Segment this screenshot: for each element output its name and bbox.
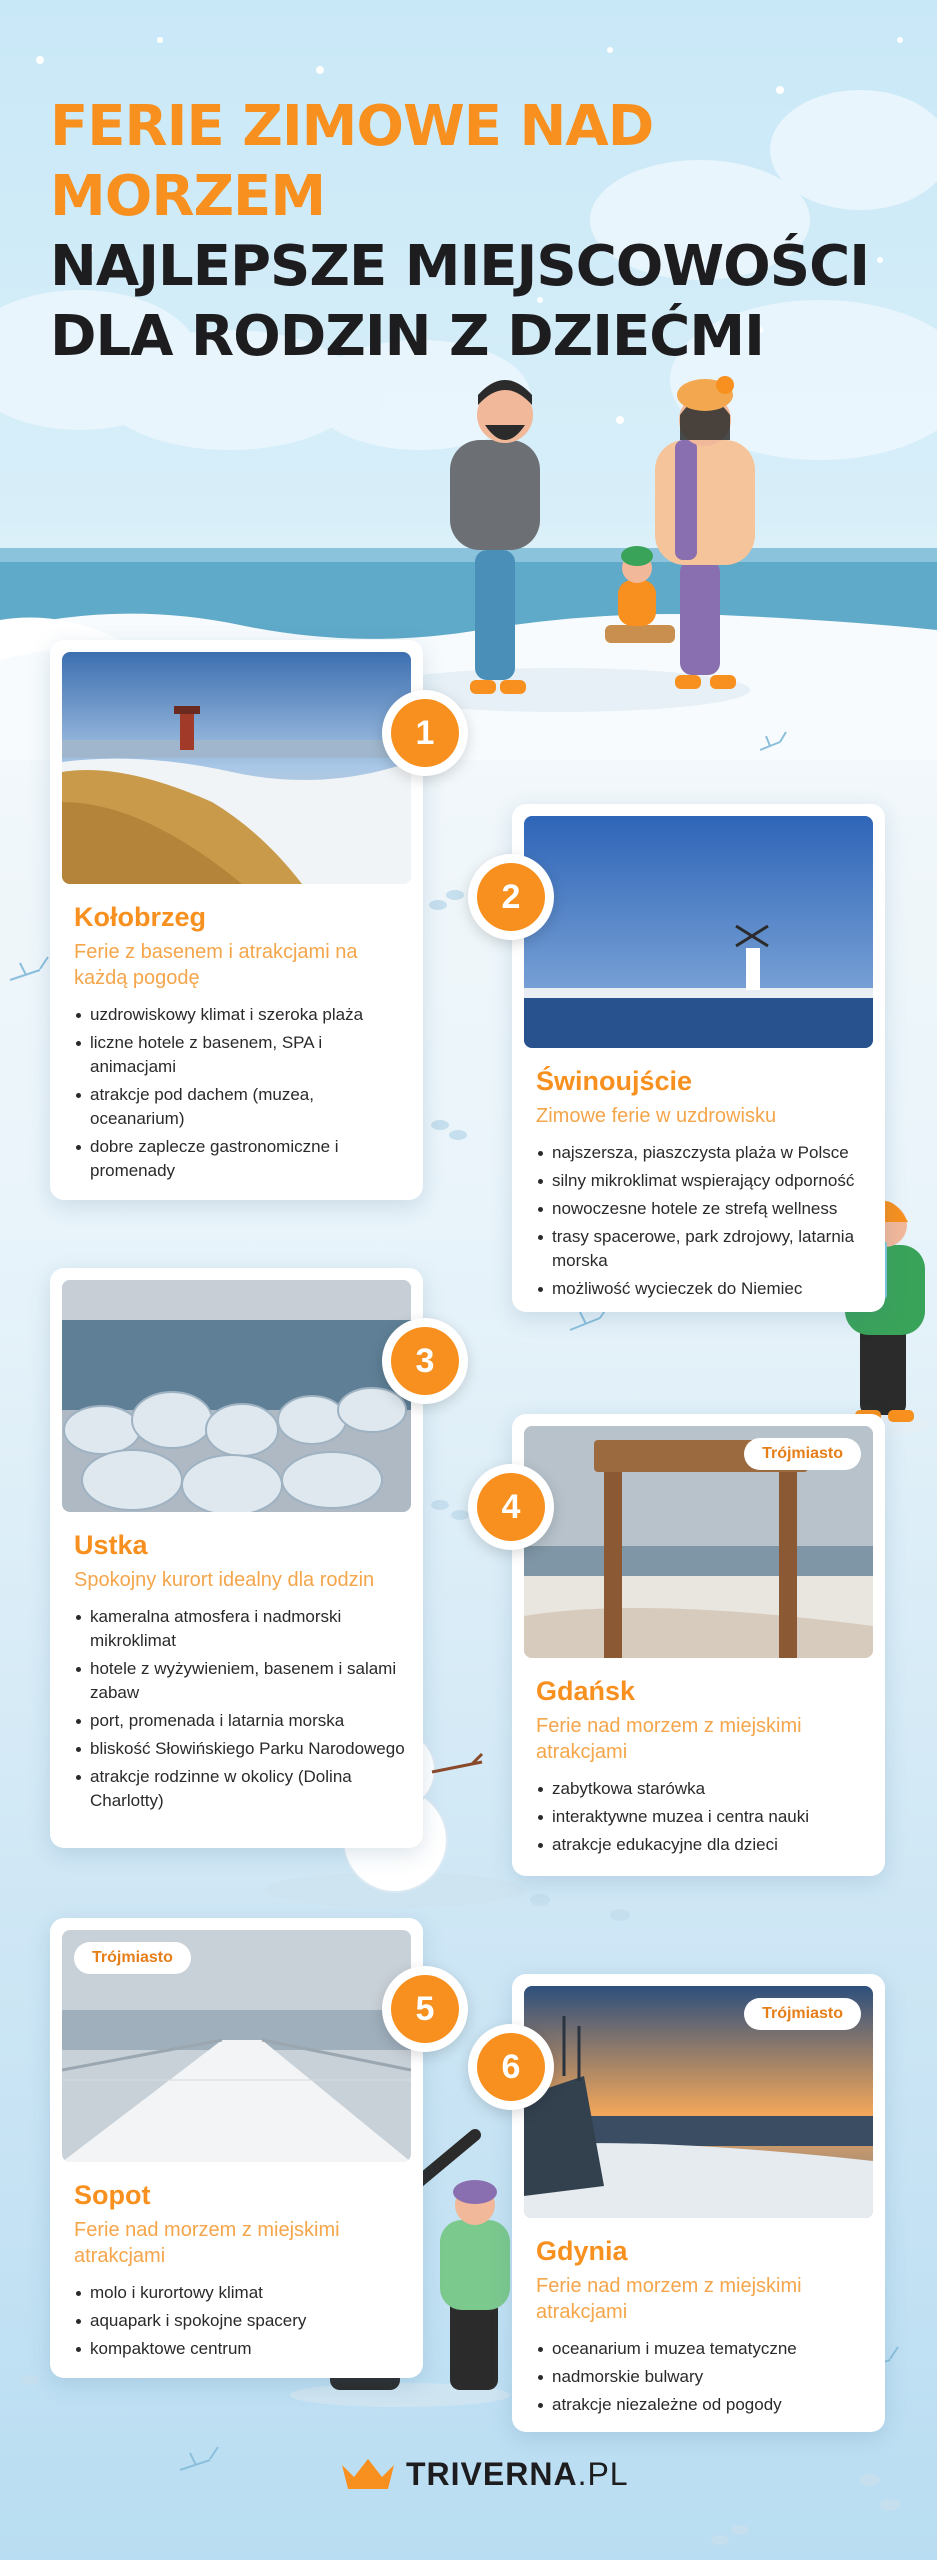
photo-gdansk — [524, 1426, 873, 1658]
feature-item: molo i kurortowy klimat — [74, 2281, 405, 2305]
feature-item: atrakcje rodzinne w okolicy (Dolina Charlotty) — [74, 1765, 405, 1813]
logo-suffix: .PL — [577, 2455, 629, 2492]
city-name: Sopot — [74, 2180, 151, 2210]
destination-card-kolobrzeg — [50, 640, 423, 1200]
photo-ustka — [62, 1280, 411, 1512]
title-line-1: FERIE ZIMOWE NAD MORZEM — [50, 94, 654, 229]
photo-swinoujscie — [524, 816, 873, 1048]
feature-item: nowoczesne hotele ze strefą wellness — [536, 1197, 867, 1221]
feature-item: liczne hotele z basenem, SPA i animacjami — [74, 1031, 405, 1079]
feature-item: zabytkowa starówka — [536, 1777, 867, 1801]
number-badge-5 — [382, 1966, 468, 2052]
feature-item: możliwość wycieczek do Niemiec — [536, 1277, 867, 1301]
feature-item: trasy spacerowe, park zdrojowy, latarnia morska — [536, 1225, 867, 1273]
feature-list — [74, 1003, 405, 1183]
city-name: Świnoujście — [536, 1066, 693, 1096]
feature-list — [74, 1605, 405, 1813]
number-badge-3 — [382, 1318, 468, 1404]
logo-text — [406, 2456, 629, 2493]
feature-item: bliskość Słowińskiego Parku Narodowego — [74, 1737, 405, 1761]
destination-card-swinoujscie — [512, 804, 885, 1312]
photo-kolobrzeg — [62, 652, 411, 884]
feature-item: atrakcje pod dachem (muzea, oceanarium) — [74, 1083, 405, 1131]
tag-trojmiasto: Trójmiasto — [744, 1438, 861, 1470]
city-subtitle: Ferie z basenem i atrakcjami na każdą pogodę — [74, 941, 358, 989]
number-badge-label: 5 — [391, 1975, 459, 2043]
feature-item: hotele z wyżywieniem, basenem i salami zabaw — [74, 1657, 405, 1705]
number-badge-6 — [468, 2024, 554, 2110]
city-name: Ustka — [74, 1530, 148, 1560]
feature-list — [536, 1777, 867, 1857]
city-name: Kołobrzeg — [74, 902, 206, 932]
title-line-3: DLA RODZIN Z DZIEĆMI — [50, 304, 764, 369]
destination-card-gdynia — [512, 1974, 885, 2432]
tag-trojmiasto: Trójmiasto — [74, 1942, 191, 1974]
number-badge-1 — [382, 690, 468, 776]
title-line-2: NAJLEPSZE MIEJSCOWOŚCI — [50, 234, 870, 299]
logo-brand: TRIVERNA — [406, 2455, 578, 2492]
number-badge-label: 2 — [477, 863, 545, 931]
feature-item: oceanarium i muzea tematyczne — [536, 2337, 867, 2361]
photo-sopot — [62, 1930, 411, 2162]
feature-item: najszersza, piaszczysta plaża w Polsce — [536, 1141, 867, 1165]
city-name: Gdańsk — [536, 1676, 636, 1706]
city-subtitle: Spokojny kurort idealny dla rodzin — [74, 1569, 375, 1591]
feature-item: atrakcje edukacyjne dla dzieci — [536, 1833, 867, 1857]
feature-list — [536, 2337, 867, 2417]
city-subtitle: Ferie nad morzem z miejskimi atrakcjami — [536, 1715, 802, 1763]
feature-item: port, promenada i latarnia morska — [74, 1709, 405, 1733]
number-badge-label: 4 — [477, 1473, 545, 1541]
feature-item: nadmorskie bulwary — [536, 2365, 867, 2389]
feature-item: dobre zaplecze gastronomiczne i promenady — [74, 1135, 405, 1183]
feature-item: atrakcje niezależne od pogody — [536, 2393, 867, 2417]
crown-icon — [340, 2455, 396, 2493]
page-title — [50, 92, 870, 372]
number-badge-label: 3 — [391, 1327, 459, 1395]
feature-list — [74, 2281, 405, 2361]
number-badge-label: 1 — [391, 699, 459, 767]
triverna-logo[interactable] — [340, 2455, 629, 2493]
number-badge-label: 6 — [477, 2033, 545, 2101]
feature-item: kameralna atmosfera i nadmorski mikroklimat — [74, 1605, 405, 1653]
photo-gdynia — [524, 1986, 873, 2218]
feature-list — [536, 1141, 867, 1301]
destination-card-ustka — [50, 1268, 423, 1848]
feature-item: kompaktowe centrum — [74, 2337, 405, 2361]
destination-card-gdansk — [512, 1414, 885, 1876]
destination-card-sopot — [50, 1918, 423, 2378]
city-subtitle: Zimowe ferie w uzdrowisku — [536, 1105, 777, 1127]
city-name: Gdynia — [536, 2236, 628, 2266]
number-badge-2 — [468, 854, 554, 940]
city-subtitle: Ferie nad morzem z miejskimi atrakcjami — [74, 2219, 340, 2267]
feature-item: uzdrowiskowy klimat i szeroka plaża — [74, 1003, 405, 1027]
tag-trojmiasto: Trójmiasto — [744, 1998, 861, 2030]
feature-item: interaktywne muzea i centra nauki — [536, 1805, 867, 1829]
feature-item: aquapark i spokojne spacery — [74, 2309, 405, 2333]
city-subtitle: Ferie nad morzem z miejskimi atrakcjami — [536, 2275, 802, 2323]
feature-item: silny mikroklimat wspierający odporność — [536, 1169, 867, 1193]
number-badge-4 — [468, 1464, 554, 1550]
